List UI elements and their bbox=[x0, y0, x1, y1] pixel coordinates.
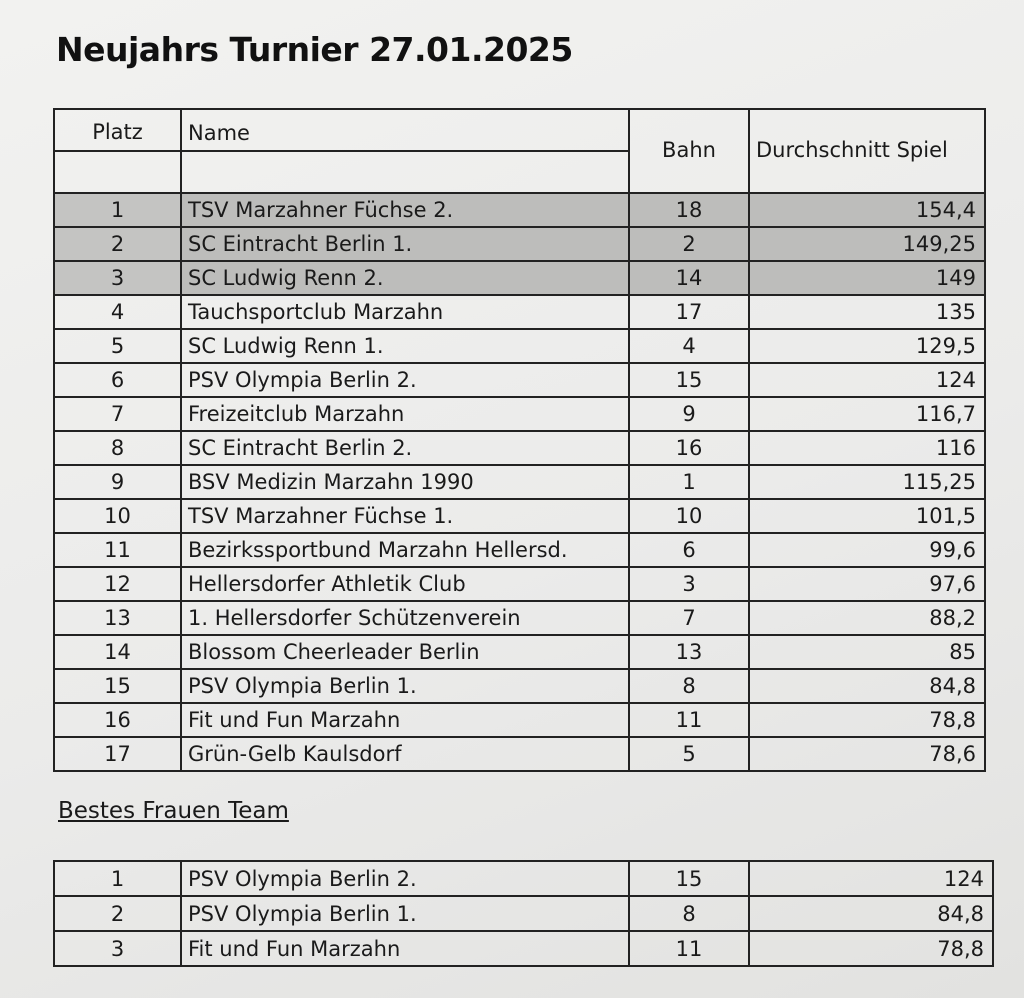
team-name-cell: PSV Olympia Berlin 2. bbox=[181, 363, 629, 397]
average-cell: 84,8 bbox=[749, 669, 985, 703]
rank-cell: 9 bbox=[54, 465, 181, 499]
results-table bbox=[53, 108, 986, 772]
team-name-cell: SC Eintracht Berlin 1. bbox=[181, 227, 629, 261]
lane-cell: 4 bbox=[629, 329, 749, 363]
rank-cell: 10 bbox=[54, 499, 181, 533]
lane-cell: 15 bbox=[629, 861, 749, 896]
table-row bbox=[54, 499, 985, 533]
table-row bbox=[54, 567, 985, 601]
rank-cell: 3 bbox=[54, 931, 181, 966]
average-cell: 115,25 bbox=[749, 465, 985, 499]
lane-cell: 17 bbox=[629, 295, 749, 329]
rank-cell: 13 bbox=[54, 601, 181, 635]
table-row bbox=[54, 295, 985, 329]
average-cell: 124 bbox=[749, 861, 993, 896]
table-row bbox=[54, 397, 985, 431]
lane-cell: 8 bbox=[629, 896, 749, 931]
rank-cell: 2 bbox=[54, 896, 181, 931]
rank-cell: 1 bbox=[54, 861, 181, 896]
team-name-cell: SC Ludwig Renn 2. bbox=[181, 261, 629, 295]
lane-cell: 9 bbox=[629, 397, 749, 431]
header-average: Durchschnitt Spiel bbox=[749, 109, 985, 193]
rank-cell: 12 bbox=[54, 567, 181, 601]
table-row bbox=[54, 227, 985, 261]
rank-cell: 7 bbox=[54, 397, 181, 431]
team-name-cell: Bezirkssportbund Marzahn Hellersd. bbox=[181, 533, 629, 567]
lane-cell: 14 bbox=[629, 261, 749, 295]
header-platz: Platz bbox=[54, 109, 181, 151]
page-title: Neujahrs Turnier 27.01.2025 bbox=[56, 30, 573, 69]
table-row bbox=[54, 861, 993, 896]
table-row bbox=[54, 363, 985, 397]
average-cell: 124 bbox=[749, 363, 985, 397]
table-row bbox=[54, 669, 985, 703]
lane-cell: 8 bbox=[629, 669, 749, 703]
team-name-cell: BSV Medizin Marzahn 1990 bbox=[181, 465, 629, 499]
average-cell: 78,8 bbox=[749, 931, 993, 966]
team-name-cell: TSV Marzahner Füchse 1. bbox=[181, 499, 629, 533]
lane-cell: 18 bbox=[629, 193, 749, 227]
rank-cell: 15 bbox=[54, 669, 181, 703]
header-bahn: Bahn bbox=[629, 109, 749, 193]
rank-cell: 3 bbox=[54, 261, 181, 295]
average-cell: 78,8 bbox=[749, 703, 985, 737]
rank-cell: 8 bbox=[54, 431, 181, 465]
lane-cell: 5 bbox=[629, 737, 749, 771]
results-body bbox=[54, 193, 985, 771]
team-name-cell: TSV Marzahner Füchse 2. bbox=[181, 193, 629, 227]
lane-cell: 15 bbox=[629, 363, 749, 397]
rank-cell: 6 bbox=[54, 363, 181, 397]
lane-cell: 1 bbox=[629, 465, 749, 499]
rank-cell: 5 bbox=[54, 329, 181, 363]
rank-cell: 16 bbox=[54, 703, 181, 737]
table-row bbox=[54, 703, 985, 737]
team-name-cell: Hellersdorfer Athletik Club bbox=[181, 567, 629, 601]
women-section-title: Bestes Frauen Team bbox=[58, 798, 289, 824]
lane-cell: 6 bbox=[629, 533, 749, 567]
lane-cell: 2 bbox=[629, 227, 749, 261]
header-spacer-cell bbox=[54, 151, 181, 193]
average-cell: 116,7 bbox=[749, 397, 985, 431]
table-row bbox=[54, 896, 993, 931]
rank-cell: 14 bbox=[54, 635, 181, 669]
table-row bbox=[54, 465, 985, 499]
average-cell: 149,25 bbox=[749, 227, 985, 261]
rank-cell: 2 bbox=[54, 227, 181, 261]
table-row bbox=[54, 193, 985, 227]
average-cell: 85 bbox=[749, 635, 985, 669]
lane-cell: 16 bbox=[629, 431, 749, 465]
table-header-row bbox=[54, 109, 985, 151]
team-name-cell: Blossom Cheerleader Berlin bbox=[181, 635, 629, 669]
team-name-cell: SC Ludwig Renn 1. bbox=[181, 329, 629, 363]
average-cell: 154,4 bbox=[749, 193, 985, 227]
women-results-table bbox=[53, 860, 994, 967]
average-cell: 99,6 bbox=[749, 533, 985, 567]
lane-cell: 10 bbox=[629, 499, 749, 533]
team-name-cell: SC Eintracht Berlin 2. bbox=[181, 431, 629, 465]
average-cell: 78,6 bbox=[749, 737, 985, 771]
rank-cell: 1 bbox=[54, 193, 181, 227]
team-name-cell: Fit und Fun Marzahn bbox=[181, 931, 629, 966]
team-name-cell: PSV Olympia Berlin 1. bbox=[181, 896, 629, 931]
average-cell: 129,5 bbox=[749, 329, 985, 363]
rank-cell: 11 bbox=[54, 533, 181, 567]
average-cell: 97,6 bbox=[749, 567, 985, 601]
average-cell: 88,2 bbox=[749, 601, 985, 635]
table-row bbox=[54, 261, 985, 295]
rank-cell: 4 bbox=[54, 295, 181, 329]
table-row bbox=[54, 931, 993, 966]
lane-cell: 7 bbox=[629, 601, 749, 635]
team-name-cell: PSV Olympia Berlin 2. bbox=[181, 861, 629, 896]
header-name: Name bbox=[181, 109, 629, 151]
team-name-cell: 1. Hellersdorfer Schützenverein bbox=[181, 601, 629, 635]
table-row bbox=[54, 431, 985, 465]
average-cell: 84,8 bbox=[749, 896, 993, 931]
table-row bbox=[54, 601, 985, 635]
team-name-cell: Fit und Fun Marzahn bbox=[181, 703, 629, 737]
lane-cell: 11 bbox=[629, 931, 749, 966]
table-row bbox=[54, 635, 985, 669]
lane-cell: 3 bbox=[629, 567, 749, 601]
table-row bbox=[54, 329, 985, 363]
women-results-body bbox=[54, 861, 993, 966]
average-cell: 101,5 bbox=[749, 499, 985, 533]
team-name-cell: Grün-Gelb Kaulsdorf bbox=[181, 737, 629, 771]
team-name-cell: Tauchsportclub Marzahn bbox=[181, 295, 629, 329]
team-name-cell: Freizeitclub Marzahn bbox=[181, 397, 629, 431]
header-spacer-cell bbox=[181, 151, 629, 193]
rank-cell: 17 bbox=[54, 737, 181, 771]
lane-cell: 11 bbox=[629, 703, 749, 737]
lane-cell: 13 bbox=[629, 635, 749, 669]
team-name-cell: PSV Olympia Berlin 1. bbox=[181, 669, 629, 703]
average-cell: 149 bbox=[749, 261, 985, 295]
table-row bbox=[54, 533, 985, 567]
average-cell: 116 bbox=[749, 431, 985, 465]
average-cell: 135 bbox=[749, 295, 985, 329]
table-row bbox=[54, 737, 985, 771]
